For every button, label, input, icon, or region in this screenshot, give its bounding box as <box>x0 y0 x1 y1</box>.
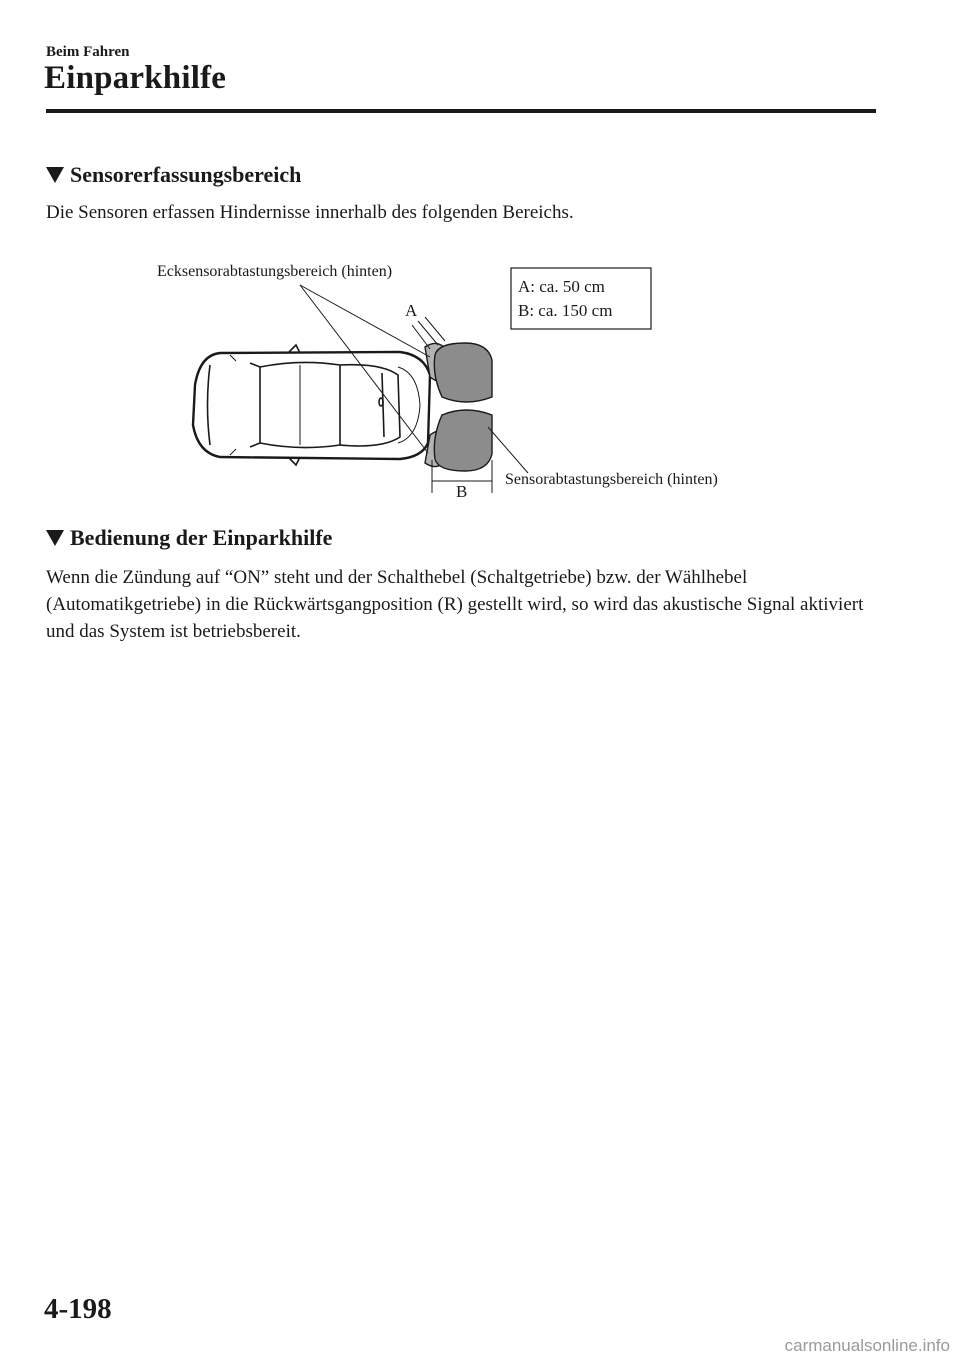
legend-b-text: B: ca. 150 cm <box>518 301 613 320</box>
section-label: Beim Fahren <box>46 44 130 60</box>
sensor-range-diagram <box>150 255 790 510</box>
triangle-bullet-icon <box>46 530 64 546</box>
header-rule <box>46 109 876 113</box>
corner-zone-label: Ecksensorabtastungsbereich (hinten) <box>157 263 393 280</box>
detection-zones <box>425 343 492 471</box>
section-heading-text: Bedienung der Einparkhilfe <box>70 525 333 550</box>
dimension-b-label: B <box>456 482 468 501</box>
rear-zone-upper <box>434 343 492 402</box>
car-top-view-illustration <box>193 345 430 465</box>
page-title: Einparkhilfe <box>44 60 227 96</box>
page-number: 4-198 <box>44 1293 112 1325</box>
section-heading-sensor-range <box>46 162 301 188</box>
triangle-bullet-icon <box>46 167 64 183</box>
section-heading-operation <box>46 525 332 551</box>
watermark: carmanualsonline.info <box>784 1336 950 1355</box>
section-heading-text: Sensorerfassungsbereich <box>70 162 302 187</box>
rear-zone-label: Sensorabtastungsbereich (hinten) <box>505 471 718 488</box>
paragraph-operation: Wenn die Zündung auf “ON” steht und der Schalthebel (Schaltgetriebe) bzw. der Wählhebel (Automatikgetriebe) in die Rückwärtsgangposition (R) gestellt wird, so wird das akustische Signal aktiviert und das System ist betriebsbereit. <box>46 567 864 642</box>
dimension-a-label: A <box>405 301 418 320</box>
legend-a-text: A: ca. 50 cm <box>518 277 605 296</box>
paragraph-sensor-range: Die Sensoren erfassen Hindernisse innerhalb des folgenden Bereichs. <box>46 202 574 223</box>
rear-zone-lower <box>434 410 492 471</box>
